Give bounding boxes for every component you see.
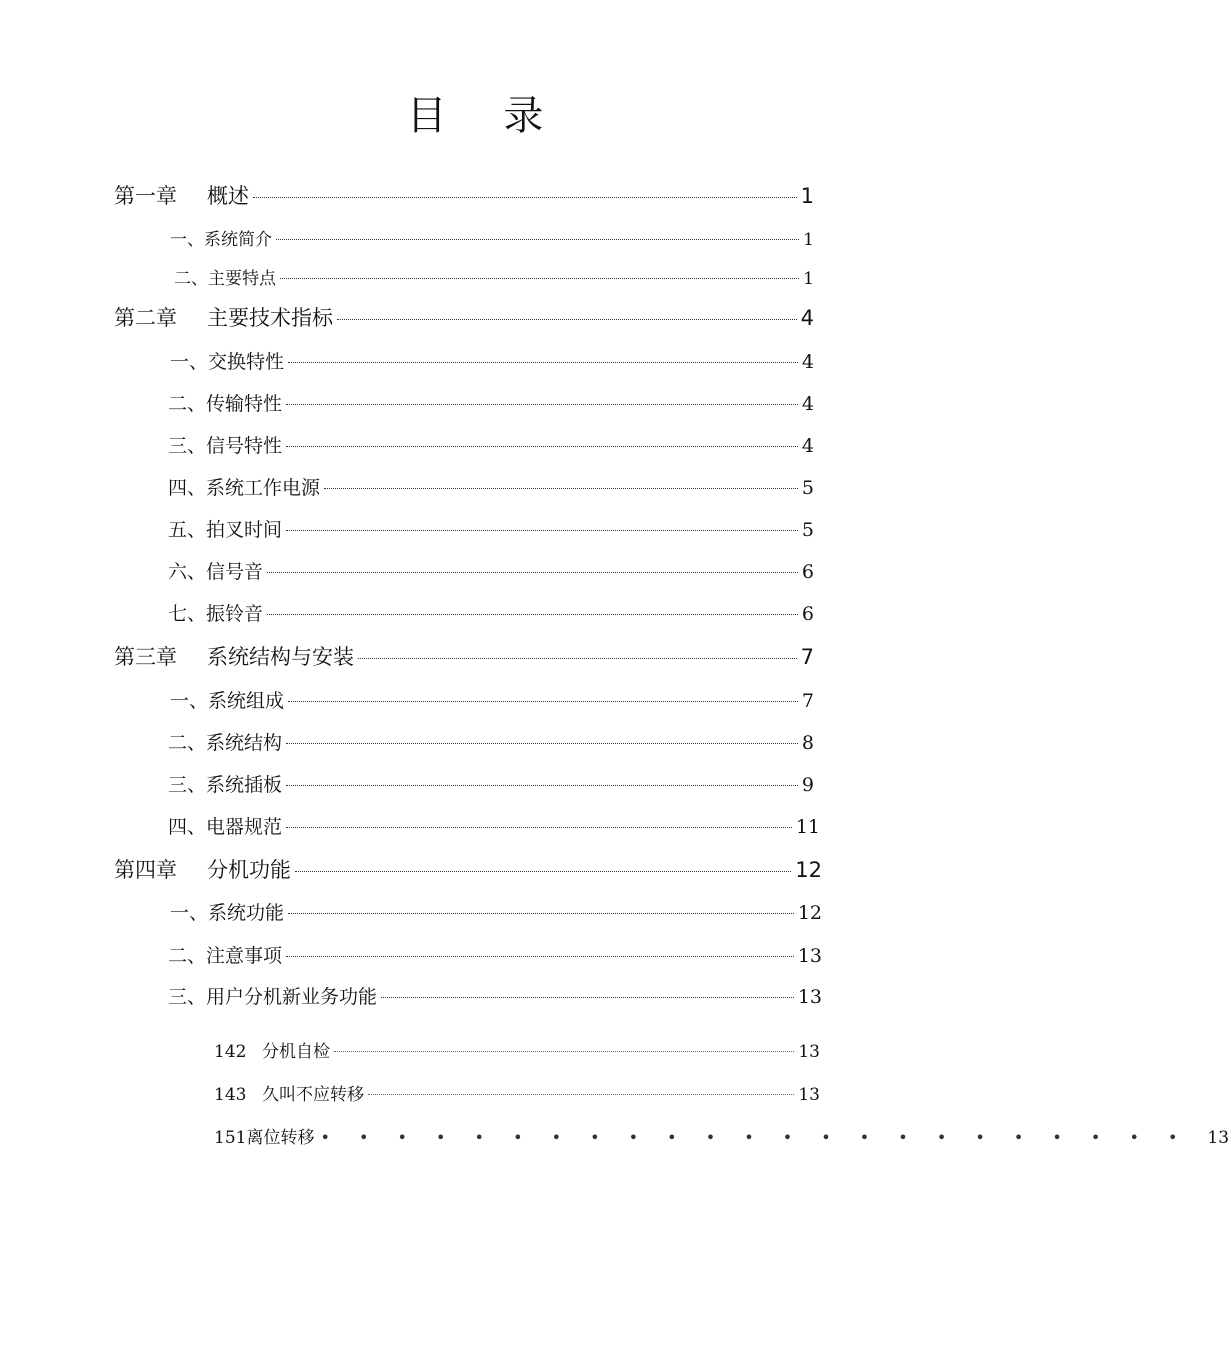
page-number: 5 <box>801 519 814 541</box>
dot-leader <box>280 278 799 279</box>
subsection-number: 142 <box>214 1042 247 1062</box>
section-title: 二、注意事项 <box>168 945 283 967</box>
dot-leader <box>286 446 798 447</box>
subsection-title: 离位转移 <box>246 1128 315 1148</box>
section-title: 二、主要特点 <box>174 269 276 289</box>
dot-leader <box>288 913 794 914</box>
dot-leader <box>288 701 798 702</box>
dot-leader <box>288 362 798 363</box>
section-title: 一、交换特性 <box>170 351 285 373</box>
page-number: 13 <box>798 1042 820 1062</box>
page-number: 12 <box>797 902 822 924</box>
page-number: 6 <box>801 603 814 625</box>
page-number: 5 <box>801 477 814 499</box>
page-number: 4 <box>801 393 814 415</box>
dot-leader <box>276 239 799 240</box>
page-number: 8 <box>801 732 814 754</box>
toc-section[interactable] <box>170 225 814 250</box>
page-number: 1 <box>803 269 814 289</box>
page-number: 12 <box>795 858 822 882</box>
section-title: 一、系统简介 <box>170 230 272 250</box>
section-title: 一、系统组成 <box>170 690 285 712</box>
page-number: 7 <box>800 645 814 669</box>
dot-leader <box>286 956 794 957</box>
dot-leader <box>286 785 798 786</box>
dot-leader <box>267 614 798 615</box>
page-number: 11 <box>795 816 820 838</box>
toc-chapter-1[interactable] <box>114 180 814 210</box>
toc-section[interactable] <box>168 812 820 839</box>
section-title: 二、系统结构 <box>168 732 283 754</box>
section-title: 四、电器规范 <box>168 816 283 838</box>
page-number: 13 <box>1207 1128 1229 1148</box>
dot-leader <box>295 871 791 872</box>
toc-section[interactable] <box>170 686 814 713</box>
dot-leader <box>337 319 797 320</box>
chapter-number: 第三章 <box>114 645 177 669</box>
toc-chapter-3[interactable] <box>114 641 814 671</box>
chapter-number: 第四章 <box>114 858 177 882</box>
toc-section[interactable] <box>168 599 814 626</box>
dot-leader <box>286 827 792 828</box>
page-number: 7 <box>801 690 814 712</box>
dot-leader <box>267 572 798 573</box>
dot-leader <box>381 997 794 998</box>
toc-subsection[interactable] <box>214 1080 820 1105</box>
subsection-title: 久叫不应转移 <box>262 1085 364 1105</box>
chapter-title: 概述 <box>207 184 249 208</box>
section-title: 六、信号音 <box>168 561 264 583</box>
section-title: 三、信号特性 <box>168 435 283 457</box>
subsection-number: 151 <box>214 1128 247 1148</box>
dot-leader <box>358 658 797 659</box>
page-number: 1 <box>803 230 814 250</box>
page-number: 13 <box>797 986 822 1008</box>
chapter-title: 主要技术指标 <box>207 306 333 330</box>
toc-subsection[interactable] <box>214 1037 820 1062</box>
toc-section[interactable] <box>168 728 814 755</box>
toc-section[interactable] <box>168 515 814 542</box>
section-title: 一、系统功能 <box>170 902 285 924</box>
toc-chapter-4[interactable] <box>114 854 822 884</box>
chapter-number: 第二章 <box>114 306 177 330</box>
toc-section[interactable] <box>174 264 814 289</box>
dot-leader <box>253 197 797 198</box>
dot-leader <box>286 404 798 405</box>
toc-section[interactable] <box>168 770 814 797</box>
toc-subsection[interactable] <box>214 1123 1229 1148</box>
toc-section[interactable] <box>168 431 814 458</box>
subsection-title: 分机自检 <box>262 1042 330 1062</box>
dot-leader <box>286 530 798 531</box>
section-title: 三、用户分机新业务功能 <box>168 986 378 1008</box>
dot-leader <box>286 743 798 744</box>
toc-section[interactable] <box>170 347 814 374</box>
page-title: 目 录 <box>406 93 566 139</box>
chapter-title: 分机功能 <box>207 858 291 882</box>
page-number: 6 <box>801 561 814 583</box>
chapter-title: 系统结构与安装 <box>207 645 354 669</box>
section-title: 三、系统插板 <box>168 774 283 796</box>
dot-leader <box>324 488 798 489</box>
page-number: 9 <box>801 774 814 796</box>
toc-section[interactable] <box>168 941 822 968</box>
page-number: 4 <box>801 435 814 457</box>
subsection-number: 143 <box>214 1085 247 1105</box>
page-number: 13 <box>797 945 822 967</box>
chapter-number: 第一章 <box>114 184 177 208</box>
page-number: 13 <box>798 1085 820 1105</box>
toc-chapter-2[interactable] <box>114 302 814 332</box>
bullet-leader: • • • • • • • • • • • • • • • • • • • • • • • <box>320 1128 1190 1147</box>
toc-section[interactable] <box>168 389 814 416</box>
toc-section[interactable] <box>170 898 822 925</box>
section-title: 七、振铃音 <box>168 603 264 625</box>
section-title: 五、拍叉时间 <box>168 519 283 541</box>
toc-section[interactable] <box>168 557 814 584</box>
toc-section[interactable] <box>168 473 814 500</box>
toc-section[interactable] <box>168 982 822 1009</box>
page-number: 1 <box>800 184 814 208</box>
section-title: 二、传输特性 <box>168 393 283 415</box>
page-number: 4 <box>801 351 814 373</box>
page-number: 4 <box>800 306 814 330</box>
section-title: 四、系统工作电源 <box>168 477 321 499</box>
dot-leader <box>368 1094 794 1095</box>
dot-leader <box>334 1051 794 1052</box>
